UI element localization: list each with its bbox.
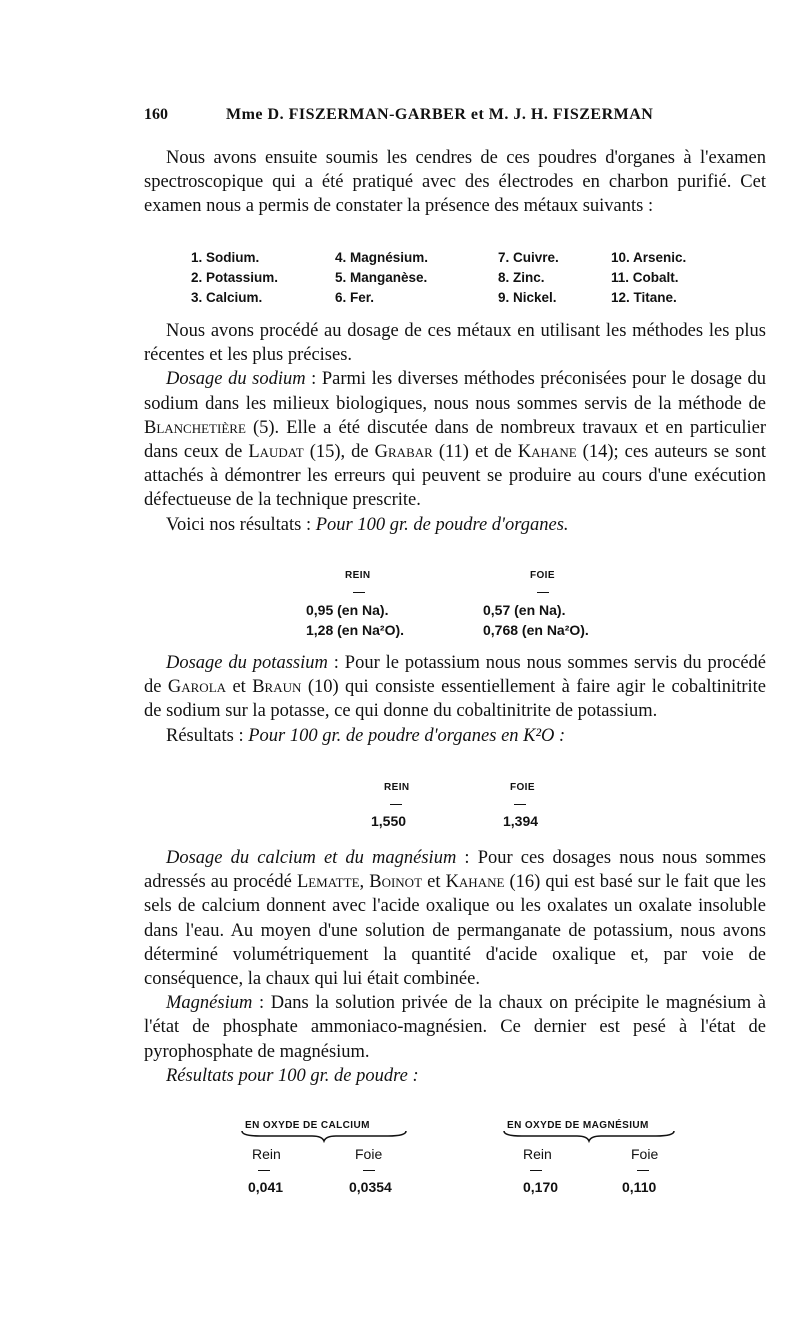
potassium-results-line: Résultats : Pour 100 gr. de poudre d'organes en K²O : <box>166 725 566 746</box>
calcium-group-brace <box>240 1129 408 1143</box>
magnesium-rein-value: 0,170 <box>523 1179 559 1195</box>
metal-item: 2. Potassium. <box>191 270 279 285</box>
intro-paragraph: Nous avons ensuite soumis les cendres de ces poudres d'organes à l'examen spectroscopique qui a été pratiqué avec des électrodes en charbon purifié. Cet examen nous a permis de constater la présence des métaux suivants : <box>144 148 766 217</box>
metal-item: 11. Cobalt. <box>611 270 679 285</box>
metal-item: 1. Sodium. <box>191 250 260 265</box>
column-dash <box>537 592 549 593</box>
author-ref: Laudat <box>248 442 304 463</box>
metal-item: 5. Manganèse. <box>335 270 428 285</box>
sodium-paragraph: Dosage du sodium : Parmi les diverses méthodes préconisées pour le dosage du sodium dans les milieux biologiques, nous nous sommes servis de la méthode de Blanchetière (5). Elle a été discutée dans de nombreux travaux et en particulier dans ceux de Laudat (15), de Grabar (11) et de Kahane (14); ces auteurs se sont attachés à démontrer les erreurs qui peuvent se produire au cours d'une exécution défectueuse de la technique prescrite. <box>144 369 766 511</box>
metal-item: 3. Calcium. <box>191 290 263 305</box>
column-dash <box>258 1170 270 1171</box>
potassium-block <box>144 651 766 748</box>
metal-item: 12. Titane. <box>611 290 677 305</box>
author-ref: Braun <box>252 677 302 698</box>
author-ref: Lematte <box>296 872 360 893</box>
magnesium-results-line: Résultats pour 100 gr. de poudre : <box>166 1065 419 1086</box>
sodium-foie-na2o: 0,768 (en Na²O). <box>483 622 589 638</box>
metal-item: 7. Cuivre. <box>498 250 559 265</box>
author-ref: Garola <box>167 677 227 698</box>
author-ref: Kahane <box>517 442 577 463</box>
author-ref: Boinot <box>369 872 423 893</box>
calcium-rein-value: 0,041 <box>248 1179 284 1195</box>
sodium-foie-na: 0,57 (en Na). <box>483 602 566 618</box>
potassium-paragraph: Dosage du potassium : Pour le potassium nous nous sommes servis du procédé de Garola et Braun (10) qui consiste essentiellement à faire agir le cobaltinitrite de sodium sur la potasse, ce qui donne du cobaltinitrite de potassium. <box>144 653 767 722</box>
magnesium-foie-label: Foie <box>631 1146 659 1162</box>
column-dash <box>363 1170 375 1171</box>
sodium-rein-na2o: 1,28 (en Na²O). <box>306 622 405 638</box>
author-ref: Blanchetière <box>144 417 246 438</box>
group-magnesium-oxide: EN OXYDE DE MAGNÉSIUM <box>507 1120 649 1131</box>
column-dash <box>390 804 402 805</box>
author-ref: Grabar <box>374 442 433 463</box>
metal-item: 9. Nickel. <box>498 290 557 305</box>
page-number: 160 <box>144 106 168 123</box>
sodium-rein-na: 0,95 (en Na). <box>306 602 389 618</box>
magnesium-rein-label: Rein <box>523 1146 552 1162</box>
calcium-block <box>144 846 766 1088</box>
potassium-col-foie: FOIE <box>510 782 535 793</box>
potassium-rein-value: 1,550 <box>371 813 407 829</box>
column-dash <box>637 1170 649 1171</box>
metal-item: 8. Zinc. <box>498 270 545 285</box>
magnesium-heading: Magnésium <box>166 993 253 1014</box>
column-dash <box>514 804 526 805</box>
author-ref: Kahane <box>445 872 505 893</box>
sodium-block <box>144 319 766 537</box>
magnesium-paragraph: Magnésium : Dans la solution privée de la chaux on précipite le magnésium à l'état de phosphate ammoniaco-magnésien. Ce dernier est pesé à l'état de pyrophosphate de magnésium. <box>144 993 766 1062</box>
sodium-results-line: Voici nos résultats : Pour 100 gr. de poudre d'organes. <box>166 514 569 535</box>
running-header <box>144 106 759 132</box>
potassium-col-rein: REIN <box>384 782 410 793</box>
calcium-heading: Dosage du calcium et du magnésium <box>166 848 457 868</box>
methods-paragraph: Nous avons procédé au dosage de ces métaux en utilisant les méthodes les plus récentes et les plus précises. <box>144 321 766 366</box>
header-authors: Mme D. FISZERMAN-GARBER et M. J. H. FISZERMAN <box>226 106 654 123</box>
calcium-rein-label: Rein <box>252 1146 281 1162</box>
sodium-col-rein: REIN <box>345 570 371 581</box>
metal-item: 10. Arsenic. <box>611 250 687 265</box>
potassium-heading: Dosage du potassium <box>166 653 328 673</box>
metal-item: 6. Fer. <box>335 290 375 305</box>
column-dash <box>530 1170 542 1171</box>
potassium-foie-value: 1,394 <box>503 813 539 829</box>
column-dash <box>353 592 365 593</box>
intro-block <box>144 146 766 219</box>
sodium-heading: Dosage du sodium <box>166 369 306 390</box>
group-calcium-oxide: EN OXYDE DE CALCIUM <box>245 1120 370 1131</box>
calcium-paragraph: Dosage du calcium et du magnésium : Pour ces dosages nous nous sommes adressés au procédé Lematte, Boinot et Kahane (16) qui est basé sur le fait que les sels de calcium donnent avec l'acide oxalique ou les oxalates un oxalate insoluble dans l'eau. Au moyen d'une solution de permanganate de potassium, nous avons déterminé volumétriquement la quantité d'acide oxalique et, par voie de conséquence, la chaux qui lui était combinée. <box>144 848 767 990</box>
magnesium-foie-value: 0,110 <box>622 1179 657 1195</box>
metal-item: 4. Magnésium. <box>335 250 429 265</box>
sodium-col-foie: FOIE <box>530 570 555 581</box>
magnesium-group-brace <box>502 1129 676 1143</box>
calcium-foie-label: Foie <box>355 1146 383 1162</box>
calcium-foie-value: 0,0354 <box>349 1179 392 1195</box>
